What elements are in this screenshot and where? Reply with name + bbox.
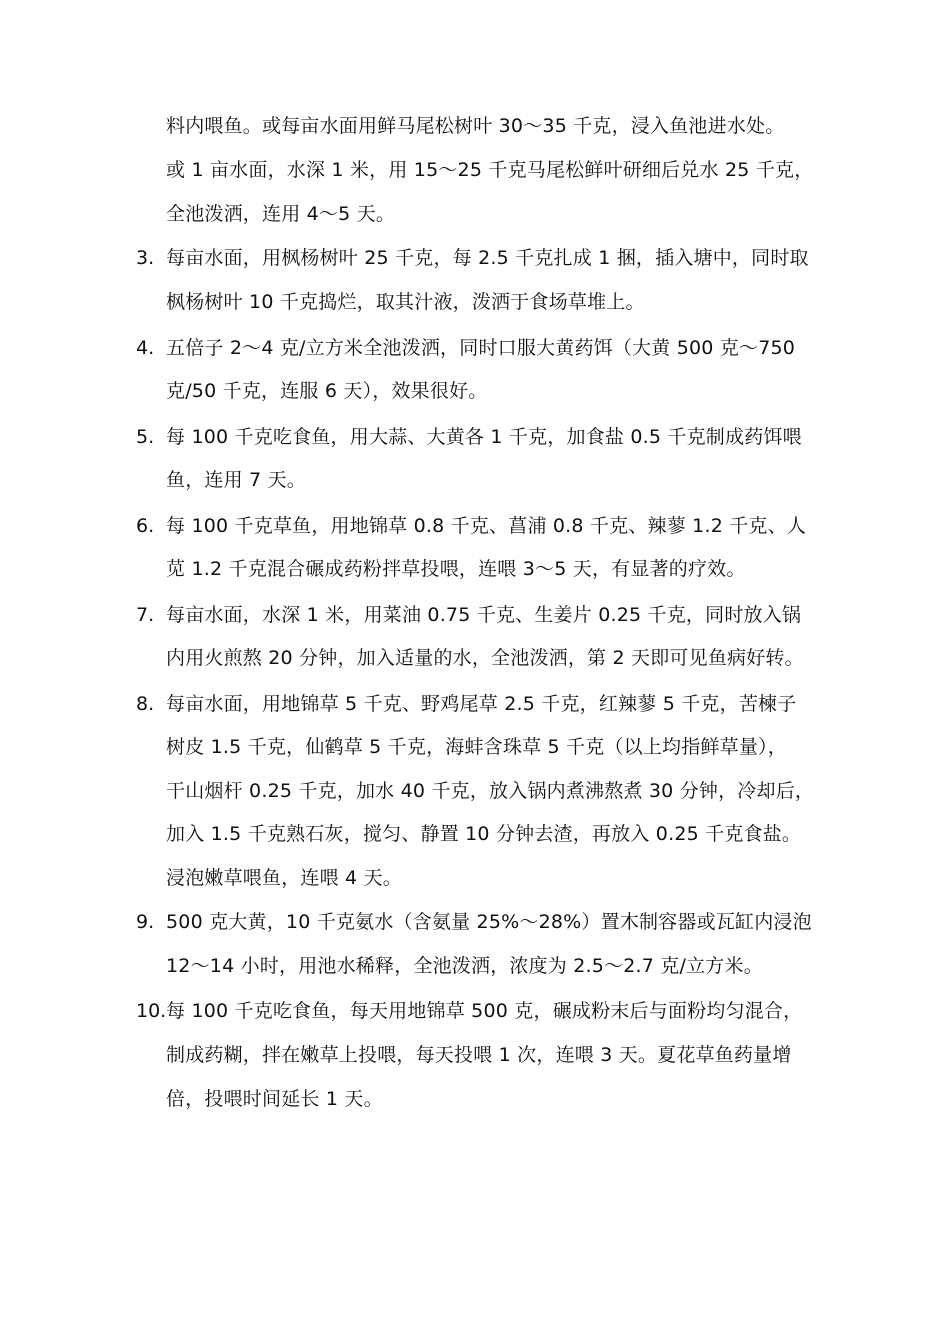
list-item-number: 10.: [136, 1000, 167, 1022]
list-item-line: 内用火煎熬 20 分钟，加入适量的水，全池泼洒，第 2 天即可见鱼病好转。: [166, 647, 804, 669]
list-item-line: 枫杨树叶 10 千克捣烂，取其汁液，泼洒于食场草堆上。: [166, 291, 645, 313]
list-item-line: 五倍子 2～4 克/立方米全池泼洒，同时口服大黄药饵（大黄 500 克～750: [166, 337, 796, 359]
list-item-number: 8.: [136, 693, 155, 715]
continuation-line-3: 全池泼洒，连用 4～5 天。: [166, 203, 396, 225]
list-item-line: 每亩水面，用枫杨树叶 25 千克，每 2.5 千克扎成 1 捆，插入塘中，同时取: [166, 247, 809, 269]
list-item-line: 每亩水面，水深 1 米，用菜油 0.75 千克、生姜片 0.25 千克，同时放入锅: [166, 604, 802, 626]
list-item-line: 12～14 小时，用池水稀释，全池泼洒，浓度为 2.5～2.7 克/立方米。: [166, 955, 763, 977]
list-item-line: 浸泡嫩草喂鱼，连喂 4 天。: [166, 867, 402, 889]
list-item-number: 7.: [136, 604, 155, 626]
continuation-line-1: 料内喂鱼。或每亩水面用鲜马尾松树叶 30～35 千克，浸入鱼池进水处。: [166, 115, 785, 137]
list-item-line: 干山烟杆 0.25 千克，加水 40 千克，放入锅内煮沸熬煮 30 分钟，冷却后，: [166, 780, 815, 802]
list-item-line: 制成药糊，拌在嫩草上投喂，每天投喂 1 次，连喂 3 天。夏花草鱼药量增: [166, 1044, 792, 1066]
continuation-line-2: 或 1 亩水面，水深 1 米，用 15～25 千克马尾松鲜叶研细后兑水 25 千克，: [166, 159, 814, 181]
list-item-line: 倍，投喂时间延长 1 天。: [166, 1088, 383, 1110]
list-item-number: 4.: [136, 337, 155, 359]
list-item-line: 树皮 1.5 千克，仙鹤草 5 千克，海蚌含珠草 5 千克（以上均指鲜草量），: [166, 736, 787, 758]
list-item-number: 9.: [136, 911, 155, 933]
list-item-line: 苋 1.2 千克混合碾成药粉拌草投喂，连喂 3～5 天，有显著的疗效。: [166, 558, 746, 580]
list-item-line: 每 100 千克吃食鱼，用大蒜、大黄各 1 千克，加食盐 0.5 千克制成药饵喂: [166, 426, 802, 448]
list-item-number: 6.: [136, 515, 155, 537]
list-item-line: 500 克大黄，10 千克氨水（含氨量 25%～28%）置木制容器或瓦缸内浸泡: [166, 911, 812, 933]
list-item-line: 每亩水面，用地锦草 5 千克、野鸡尾草 2.5 千克，红辣蓼 5 千克，苦楝子: [166, 693, 797, 715]
list-item-line: 克/50 千克，连服 6 天），效果很好。: [166, 380, 488, 402]
list-item-number: 5.: [136, 426, 155, 448]
list-item-line: 每 100 千克吃食鱼，每天用地锦草 500 克，碾成粉末后与面粉均匀混合，: [166, 1000, 803, 1022]
list-item-line: 鱼，连用 7 天。: [166, 469, 306, 491]
list-item-line: 每 100 千克草鱼，用地锦草 0.8 千克、菖浦 0.8 千克、辣蓼 1.2 千克、人: [166, 515, 807, 537]
list-item-number: 3.: [136, 247, 155, 269]
list-item-line: 加入 1.5 千克熟石灰，搅匀、静置 10 分钟去渣，再放入 0.25 千克食盐。: [166, 823, 802, 845]
